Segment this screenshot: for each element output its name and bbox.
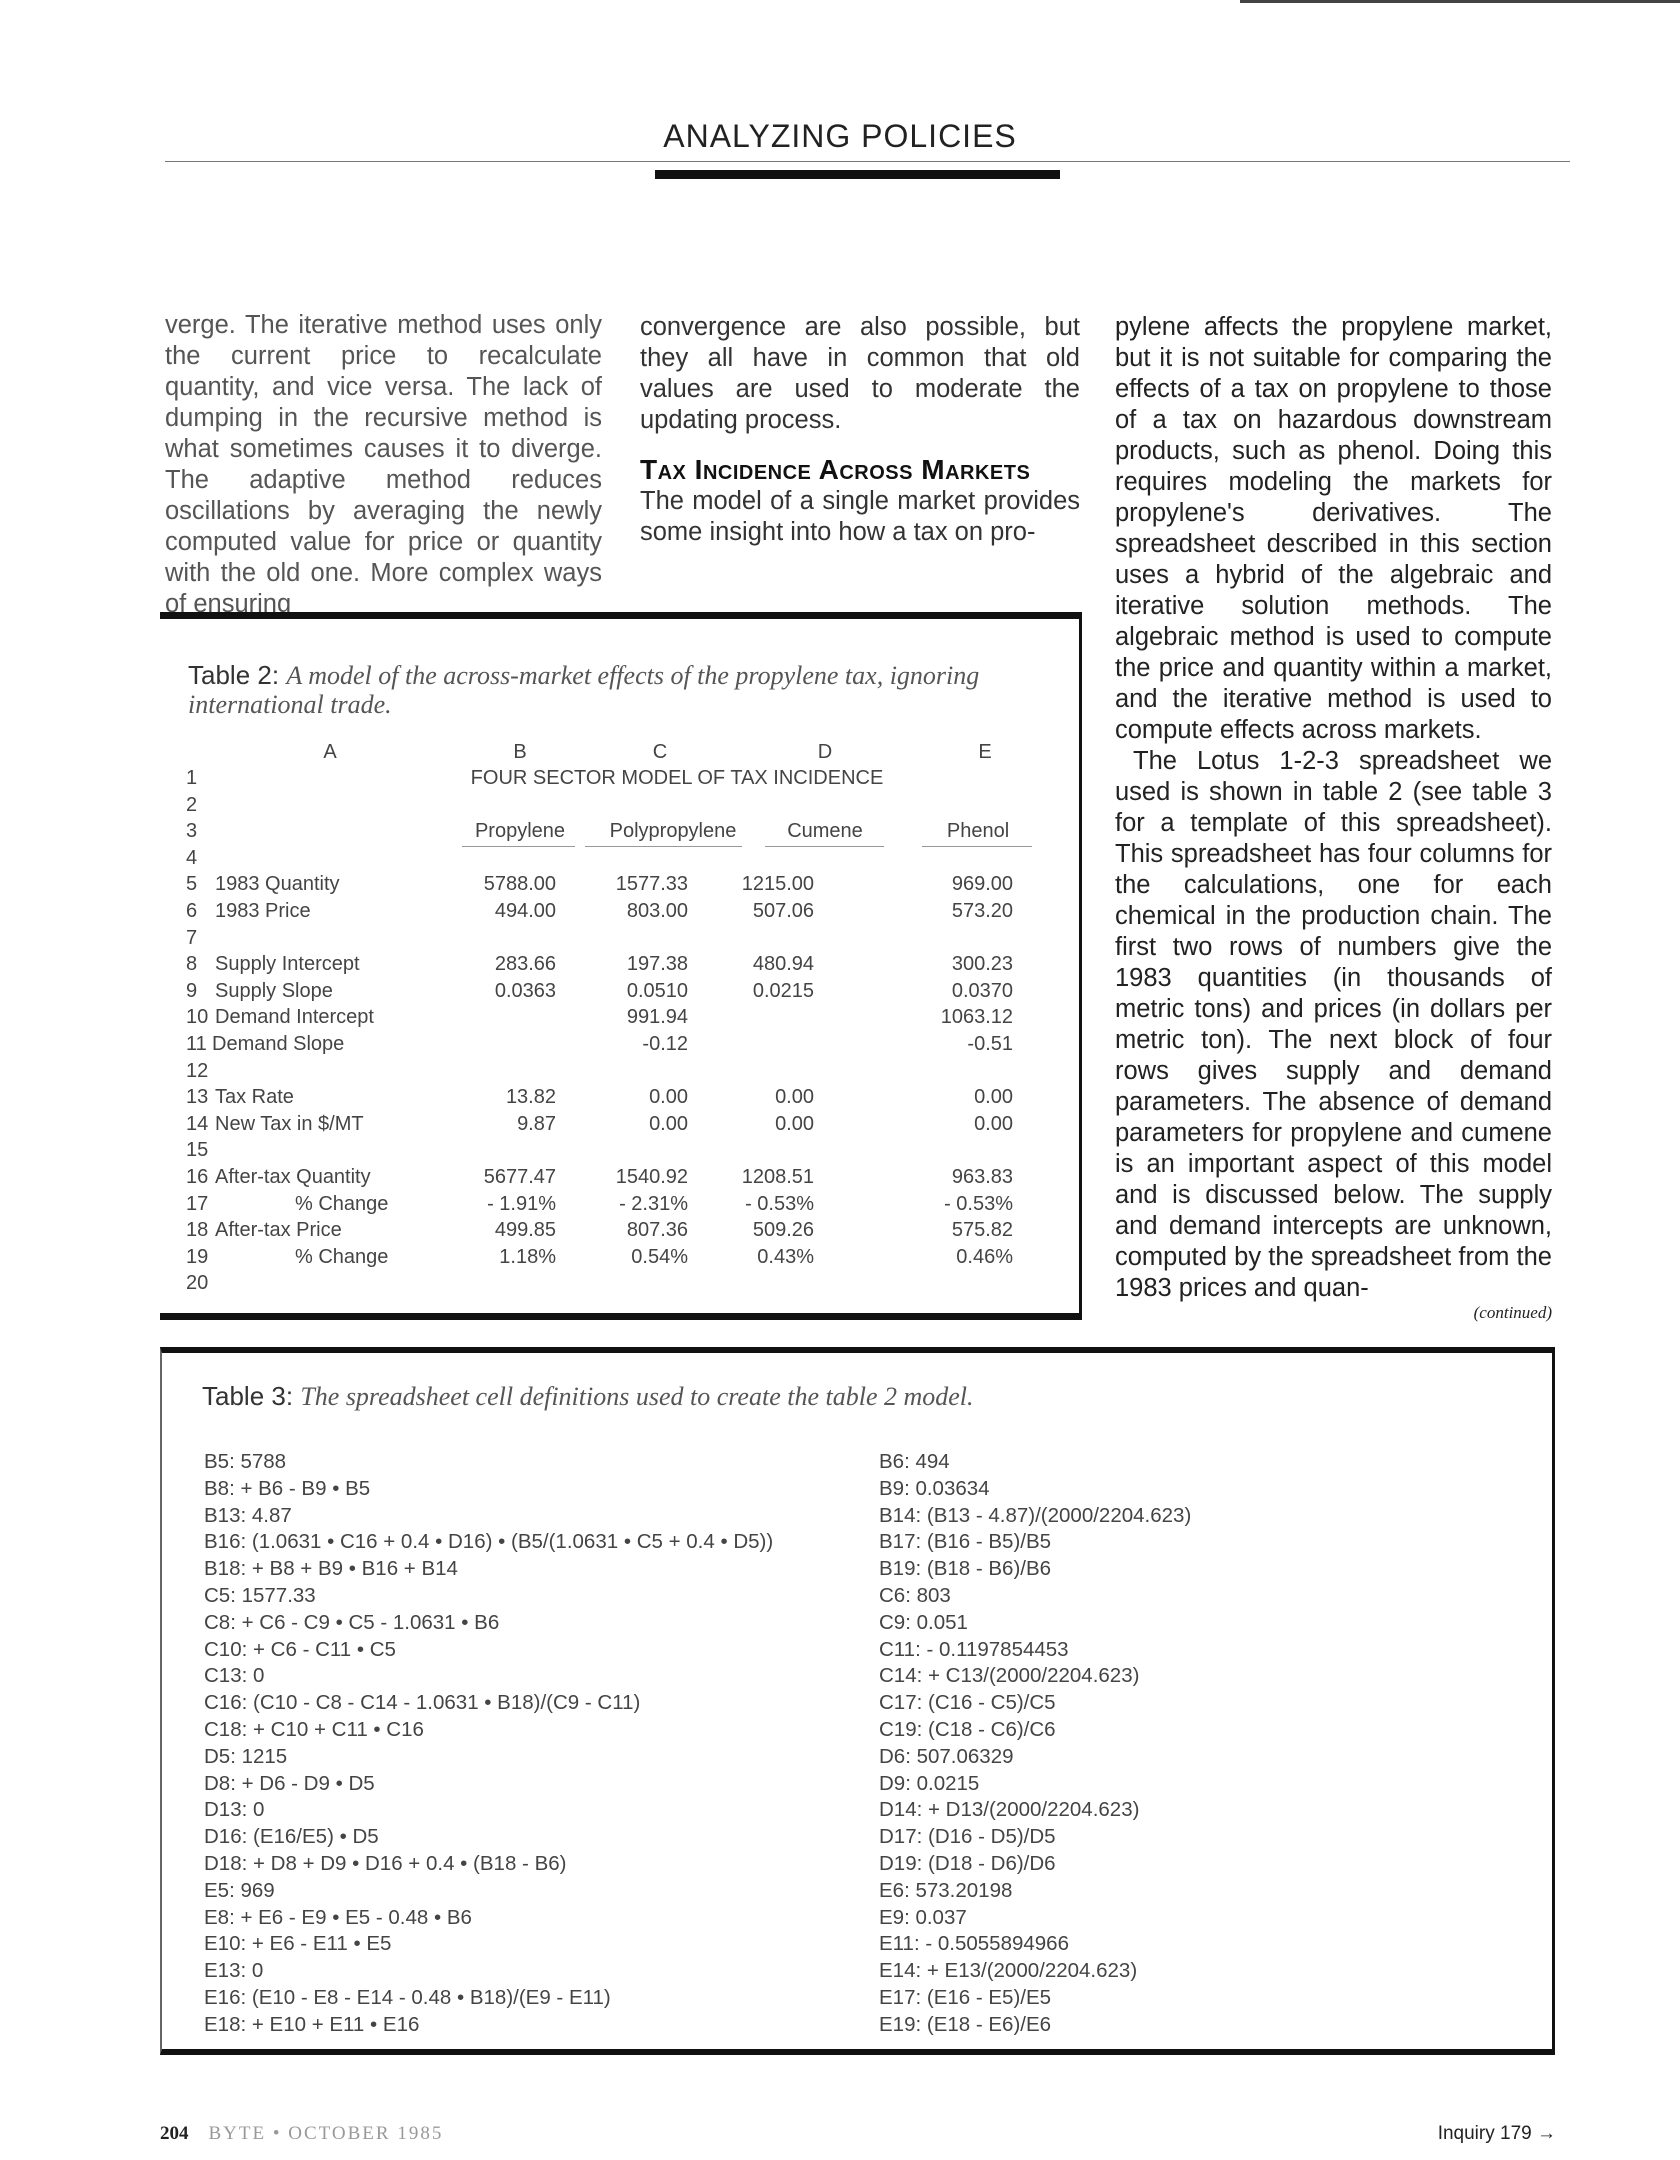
cell-definition: C19: (C18 - C6)/C6 [879,1717,1056,1741]
cell-definition: C14: + C13/(2000/2204.623) [879,1664,1140,1688]
magazine-issue: BYTE • OCTOBER 1985 [208,2123,444,2144]
cell-value: 5677.47 [483,1166,556,1188]
row-label: % Change [295,1192,389,1215]
cell-value: 1208.51 [741,1166,814,1188]
cell-definition: C10: + C6 - C11 • C5 [204,1637,396,1661]
header-underline [462,846,575,847]
cell-value: 0.00 [649,1086,688,1109]
table-3-caption [202,1381,974,1412]
table-2 [160,612,1082,1320]
cell-definition: C6: 803 [879,1583,951,1607]
cell-value: 13.82 [505,1086,556,1109]
row-number: 3 [186,820,198,843]
row-number: 7 [186,926,198,949]
row-number: 18 [186,1219,209,1242]
table-3-caption-text: The spreadsheet cell definitions used to create the table 2 model. [300,1382,974,1411]
cell-definition: E19: (E18 - E6)/E6 [879,2012,1052,2036]
row-label: Demand Intercept [215,1006,374,1029]
cell-value: 300.23 [951,953,1013,976]
cell-definition: B8: + B6 - B9 • B5 [204,1476,371,1500]
cell-value: 1540.92 [615,1166,688,1188]
row-label: % Change [295,1245,389,1268]
row-label: Tax Rate [215,1086,294,1109]
cell-value: 0.43% [757,1245,814,1268]
cell-definition: D16: (E16/E5) • D5 [204,1825,379,1849]
cell-definition: B18: + B8 + B9 • B16 + B14 [204,1557,458,1581]
column-3-paragraph-1: pylene affects the propylene market, but it is not suitable for comparing the effects of a tax on propylene to those of a tax on hazardous downstream products, such as phenol. Doing this requires modeling the markets for propylene's derivatives. The spreadsheet described in this section uses a hybrid of the algebraic and iterative solution methods. The algebraic method is used to compute the price and quantity within a market, and the iterative method is used to compute effects across markets. [1115,313,1552,744]
cell-value: 1577.33 [615,873,688,896]
cell-value: 0.0510 [626,979,688,1002]
column-header: Cumene [787,820,863,843]
row-number: 8 [186,953,198,976]
cell-value: 807.36 [626,1219,688,1242]
column-letter: B [513,741,527,763]
cell-definition: B6: 494 [879,1450,950,1473]
row-number: 11 [186,1033,207,1055]
cell-value: 1.18% [499,1245,556,1268]
column-2-text: convergence are also possible, but they all have in common that old values are used to moderate the updating process. [640,313,1080,434]
cell-definition: D5: 1215 [204,1744,288,1768]
cell-value: 509.26 [752,1219,814,1242]
inquiry-number: Inquiry 179 → [1437,2123,1556,2144]
cell-definition: B9: 0.03634 [879,1476,990,1500]
cell-definition: D9: 0.0215 [879,1771,980,1795]
cell-definitions-right [879,1449,1191,2039]
header-underline [585,846,742,847]
footer-left [160,2123,443,2145]
header-bar [655,170,1060,179]
row-number: 5 [186,873,198,896]
cell-definition: E8: + E6 - E9 • E5 - 0.48 • B6 [204,1905,472,1929]
column-letter: C [652,741,668,763]
cell-definition: D8: + D6 - D9 • D5 [204,1771,375,1795]
cell-definition: C8: + C6 - C9 • C5 - 1.0631 • B6 [204,1610,500,1634]
cell-value: 0.54% [631,1245,688,1268]
cell-value: 283.66 [494,953,556,976]
row-number: 13 [186,1086,209,1109]
column-header: Phenol [946,820,1010,843]
row-number: 16 [186,1166,209,1188]
cell-value: 0.00 [775,1112,814,1135]
cell-value: - 2.31% [619,1192,688,1215]
cell-definition: E16: (E10 - E8 - E14 - 0.48 • B18)/(E9 - E11) [204,1985,611,2009]
column-2 [640,312,1080,548]
cell-value: 0.00 [974,1112,1013,1135]
cell-value: -0.51 [967,1033,1013,1055]
cell-value: 969.00 [951,873,1013,896]
cell-definition: B14: (B13 - 4.87)/(2000/2204.623) [879,1503,1192,1527]
row-label: Demand Slope [212,1033,345,1055]
cell-value: 0.00 [974,1086,1013,1109]
cell-definition: B19: (B18 - B6)/B6 [879,1557,1052,1581]
cell-definition: C16: (C10 - C8 - C14 - 1.0631 • B18)/(C9 - C11) [204,1691,641,1715]
row-number: 1 [186,767,198,789]
cell-definition: E9: 0.037 [879,1905,967,1929]
row-number: 17 [186,1192,209,1215]
table-3-caption-label: Table 3: [202,1381,294,1411]
page-number: 204 [160,2123,189,2144]
cell-definition: D17: (D16 - D5)/D5 [879,1825,1056,1849]
cell-value: - 0.53% [944,1192,1013,1215]
section-heading: Tax Incidence Across Markets [640,454,1031,485]
row-number: 12 [186,1059,209,1082]
continued-note: (continued) [1473,1303,1552,1322]
running-header: ANALYZING POLICIES [663,118,1017,154]
cell-definition: C5: 1577.33 [204,1583,316,1607]
cell-definition: B17: (B16 - B5)/B5 [879,1530,1052,1554]
cell-value: 1215.00 [741,873,814,896]
table-2-caption-text: A model of the across-market effects of the propylene tax, ignoring international trade. [188,661,980,719]
cell-definition: C13: 0 [204,1664,265,1688]
cell-definition: B5: 5788 [204,1450,287,1473]
row-number: 9 [186,979,198,1002]
cell-definition: E10: + E6 - E11 • E5 [204,1932,392,1956]
cell-value: 0.0215 [752,979,814,1002]
cell-definition: D18: + D8 + D9 • D16 + 0.4 • (B18 - B6) [204,1851,567,1875]
cell-definition: C17: (C16 - C5)/C5 [879,1691,1056,1715]
cell-value: 0.46% [956,1245,1013,1268]
row-number: 6 [186,900,198,922]
table-2-caption-label: Table 2: [188,660,280,690]
cell-value: 575.82 [951,1219,1013,1242]
header-rule [165,161,1570,162]
cell-definition: D6: 507.06329 [879,1744,1014,1768]
column-header: Propylene [474,820,566,843]
cell-definition: E11: - 0.5055894966 [879,1932,1069,1956]
cell-value: 0.00 [775,1086,814,1109]
column-letter: E [978,741,992,763]
column-1-text: verge. The iterative method uses only the current price to recalculate quantity, and vice versa. The lack of dumping in the recursive method is what sometimes causes it to diverge. The adaptive method reduces oscillations by averaging the newly computed value for price or quantity with the old one. More complex ways of ensuring [165,311,602,618]
column-letter: D [817,741,833,763]
row-label: New Tax in $/MT [215,1112,364,1135]
row-number: 4 [186,846,198,869]
row-label: After-tax Quantity [215,1166,371,1188]
cell-value: 803.00 [626,900,688,922]
row-label: 1983 Quantity [215,873,340,896]
row-number: 20 [186,1272,209,1295]
column-header: Polypropylene [609,820,737,843]
cell-definition: D19: (D18 - D6)/D6 [879,1851,1056,1875]
cell-value: 5788.00 [483,873,556,896]
cell-definition: C11: - 0.1197854453 [879,1637,1069,1661]
cell-value: - 1.91% [487,1192,556,1215]
cell-value: 963.83 [951,1166,1013,1188]
cell-definition: B13: 4.87 [204,1503,292,1527]
cell-definition: E5: 969 [204,1878,275,1902]
cell-value: - 0.53% [745,1192,814,1215]
column-2-body: The model of a single market provides some insight into how a tax on pro- [640,487,1080,546]
cell-value: -0.12 [642,1033,688,1055]
sheet-title: FOUR SECTOR MODEL OF TAX INCIDENCE [470,767,884,789]
row-number: 2 [186,793,198,816]
cell-value: 480.94 [752,953,814,976]
page-top-rule [1240,0,1680,3]
spreadsheet [160,619,1079,1313]
cell-definition: E14: + E13/(2000/2204.623) [879,1959,1138,1983]
row-number: 15 [186,1139,209,1162]
row-number: 19 [186,1245,209,1268]
cell-value: 991.94 [626,1006,688,1029]
cell-definition: E13: 0 [204,1959,264,1983]
cell-value: 573.20 [951,900,1013,922]
row-label: After-tax Price [215,1219,342,1242]
table-3 [160,1347,1555,2055]
cell-value: 9.87 [517,1112,556,1135]
cell-definition: B16: (1.0631 • C16 + 0.4 • D16) • (B5/(1.0631 • C5 + 0.4 • D5)) [204,1530,774,1554]
cell-value: 0.00 [649,1112,688,1135]
cell-definition: E17: (E16 - E5)/E5 [879,1985,1052,2009]
row-number: 14 [186,1112,209,1135]
cell-definition: C18: + C10 + C11 • C16 [204,1717,424,1741]
column-1 [165,310,602,620]
row-label: Supply Slope [215,979,333,1002]
cell-value: 0.0370 [951,979,1013,1002]
cell-value: 197.38 [626,953,688,976]
row-label: Supply Intercept [215,953,360,976]
row-number: 10 [186,1006,209,1029]
row-label: 1983 Price [215,900,311,922]
cell-definition: D14: + D13/(2000/2204.623) [879,1798,1140,1822]
column-letter: A [323,741,337,763]
cell-definition: D13: 0 [204,1798,265,1822]
cell-definition: E6: 573.20198 [879,1878,1013,1902]
cell-value: 507.06 [752,900,814,922]
cell-definition: E18: + E10 + E11 • E16 [204,2012,420,2036]
column-3-paragraph-2: The Lotus 1-2-3 spreadsheet we used is shown in table 2 (see table 3 for a template of this spreadsheet). This spreadsheet has four columns for the calculations, one for each chemical in the production chain. The first two rows of numbers give the 1983 quantities (in thousands of metric tons) and prices (in dollars per metric ton). The next block of four rows gives supply and demand parameters. The absence of demand parameters for propylene and cumene is an important aspect of this model and is discussed below. The supply and demand intercepts are unknown, computed by the spreadsheet from the 1983 prices and quan- [1115,747,1552,1302]
cell-value: 494.00 [494,900,556,922]
cell-definitions-left [204,1449,773,2039]
header-underline [922,846,1032,847]
cell-value: 499.85 [494,1219,556,1242]
cell-definition: C9: 0.051 [879,1610,968,1634]
cell-value: 0.0363 [494,979,556,1002]
column-3 [1115,312,1552,1304]
cell-value: 1063.12 [940,1006,1013,1029]
header-underline [765,846,884,847]
